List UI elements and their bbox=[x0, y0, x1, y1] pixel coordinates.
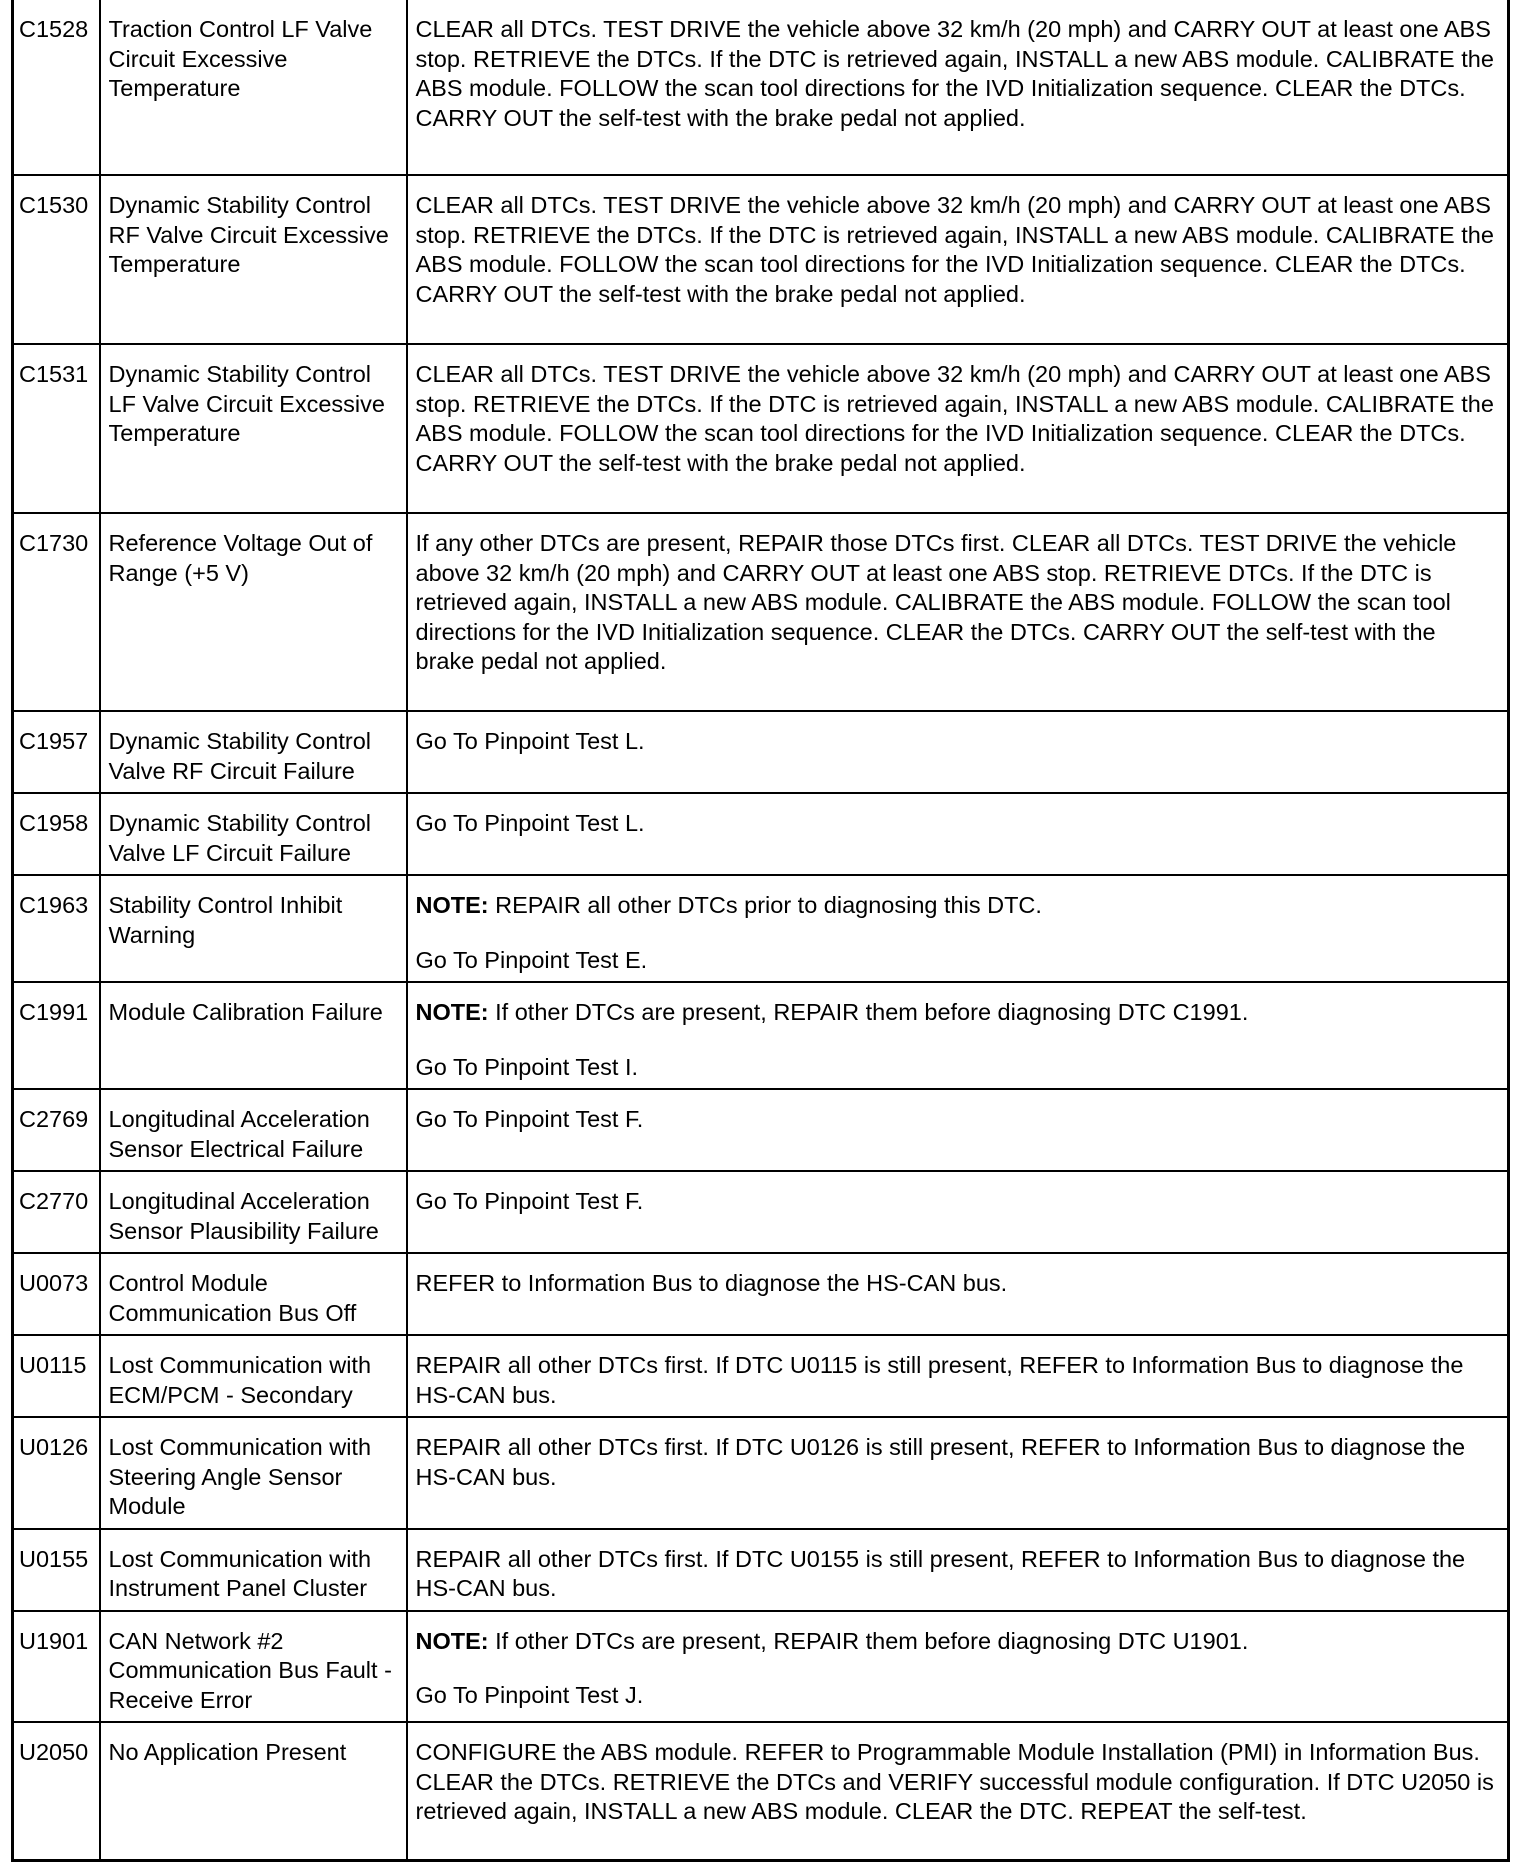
dtc-action bbox=[407, 1417, 1509, 1529]
dtc-code: U0115 bbox=[13, 1335, 100, 1417]
dtc-code: C2769 bbox=[13, 1089, 100, 1171]
action-text: REPAIR all other DTCs first. If DTC U0155 is still present, REFER to Information Bus to diagnose the HS-CAN bus. bbox=[415, 1545, 1466, 1601]
dtc-description: Lost Communication with Instrument Panel Cluster bbox=[100, 1529, 407, 1611]
dtc-description: Longitudinal Acceleration Sensor Electrical Failure bbox=[100, 1089, 407, 1171]
dtc-description: Longitudinal Acceleration Sensor Plausibility Failure bbox=[100, 1171, 407, 1253]
table-row bbox=[13, 0, 1509, 175]
dtc-code: U2050 bbox=[13, 1722, 100, 1860]
dtc-action bbox=[407, 982, 1509, 1089]
dtc-action bbox=[407, 1335, 1509, 1417]
note-body: REPAIR all other DTCs prior to diagnosing this DTC. bbox=[495, 892, 1042, 918]
action-text: CONFIGURE the ABS module. REFER to Programmable Module Installation (PMI) in Information Bus. CLEAR the DTCs. RETRIEVE the DTCs and VERIFY successful module configuration. If DTC U2050 is retrieved again, INSTALL a new ABS module. CLEAR the DTC. REPEAT the self-test. bbox=[415, 1739, 1494, 1824]
dtc-code: U0126 bbox=[13, 1417, 100, 1529]
dtc-action bbox=[407, 1529, 1509, 1611]
dtc-code: C1531 bbox=[13, 344, 100, 513]
table-row bbox=[13, 1253, 1509, 1335]
dtc-description: Module Calibration Failure bbox=[100, 982, 407, 1089]
dtc-action bbox=[407, 1171, 1509, 1253]
dtc-action bbox=[407, 1089, 1509, 1171]
dtc-code: U0073 bbox=[13, 1253, 100, 1335]
action-text: CLEAR all DTCs. TEST DRIVE the vehicle above 32 km/h (20 mph) and CARRY OUT at least one ABS stop. RETRIEVE the DTCs. If the DTC is retrieved again, INSTALL a new ABS module. CALIBRATE the ABS module. FOLLOW the scan tool directions for the IVD Initialization sequence. CLEAR the DTCs. CARRY OUT the self-test with the brake pedal not applied. bbox=[415, 16, 1494, 131]
table-row bbox=[13, 175, 1509, 344]
action-text: Go To Pinpoint Test J. bbox=[415, 1682, 644, 1708]
dtc-description: Dynamic Stability Control RF Valve Circuit Excessive Temperature bbox=[100, 175, 407, 344]
dtc-action bbox=[407, 344, 1509, 513]
dtc-action bbox=[407, 513, 1509, 711]
action-text: Go To Pinpoint Test L. bbox=[415, 810, 645, 836]
dtc-description: Stability Control Inhibit Warning bbox=[100, 875, 407, 982]
dtc-code: U1901 bbox=[13, 1611, 100, 1723]
dtc-code: C1991 bbox=[13, 982, 100, 1089]
dtc-action bbox=[407, 1253, 1509, 1335]
dtc-description: Dynamic Stability Control Valve LF Circuit Failure bbox=[100, 793, 407, 875]
dtc-action bbox=[407, 1611, 1509, 1723]
table-row bbox=[13, 1611, 1509, 1723]
note-text bbox=[416, 1627, 1498, 1657]
dtc-code: C1963 bbox=[13, 875, 100, 982]
dtc-description: Reference Voltage Out of Range (+5 V) bbox=[100, 513, 407, 711]
table-row bbox=[13, 1171, 1509, 1253]
note-body: If other DTCs are present, REPAIR them before diagnosing DTC C1991. bbox=[495, 999, 1249, 1025]
dtc-description: Control Module Communication Bus Off bbox=[100, 1253, 407, 1335]
dtc-action bbox=[407, 1722, 1509, 1860]
dtc-code: C2770 bbox=[13, 1171, 100, 1253]
action-text: Go To Pinpoint Test I. bbox=[415, 1053, 639, 1080]
action-text: Go To Pinpoint Test F. bbox=[415, 1188, 644, 1214]
table-row bbox=[13, 875, 1509, 982]
action-text: REPAIR all other DTCs first. If DTC U0126 is still present, REFER to Information Bus to diagnose the HS-CAN bus. bbox=[415, 1434, 1466, 1490]
note-label: NOTE: bbox=[415, 999, 489, 1025]
dtc-action bbox=[407, 711, 1509, 793]
table-row bbox=[13, 1722, 1509, 1860]
note-text bbox=[416, 891, 1498, 921]
dtc-action bbox=[407, 793, 1509, 875]
dtc-description: No Application Present bbox=[100, 1722, 407, 1860]
dtc-description: CAN Network #2 Communication Bus Fault - Receive Error bbox=[100, 1611, 407, 1723]
table-row bbox=[13, 982, 1509, 1089]
action-text: If any other DTCs are present, REPAIR those DTCs first. CLEAR all DTCs. TEST DRIVE the vehicle above 32 km/h (20 mph) and CARRY OUT at least one ABS stop. RETRIEVE DTCs. If the DTC is retrieved again, INSTALL a new ABS module. CALIBRATE the ABS module. FOLLOW the scan tool directions for the IVD Initialization sequence. CLEAR the DTCs. CARRY OUT the self-test with the brake pedal not applied. bbox=[415, 530, 1457, 674]
dtc-action bbox=[407, 175, 1509, 344]
table-row bbox=[13, 1529, 1509, 1611]
dtc-code: U0155 bbox=[13, 1529, 100, 1611]
table-row bbox=[13, 1335, 1509, 1417]
table-row bbox=[13, 1417, 1509, 1529]
dtc-table bbox=[11, 0, 1510, 1862]
note-body: If other DTCs are present, REPAIR them before diagnosing DTC U1901. bbox=[495, 1627, 1249, 1654]
dtc-code: C1730 bbox=[13, 513, 100, 711]
dtc-description: Traction Control LF Valve Circuit Excessive Temperature bbox=[100, 0, 407, 175]
dtc-code: C1528 bbox=[13, 0, 100, 175]
table-row bbox=[13, 1089, 1509, 1171]
action-text: Go To Pinpoint Test F. bbox=[415, 1106, 644, 1132]
table-row bbox=[13, 344, 1509, 513]
dtc-description: Dynamic Stability Control Valve RF Circuit Failure bbox=[100, 711, 407, 793]
action-text: REFER to Information Bus to diagnose the HS-CAN bus. bbox=[415, 1270, 1008, 1296]
table-row bbox=[13, 513, 1509, 711]
dtc-code: C1958 bbox=[13, 793, 100, 875]
note-label: NOTE: bbox=[415, 1627, 489, 1654]
dtc-description: Dynamic Stability Control LF Valve Circuit Excessive Temperature bbox=[100, 344, 407, 513]
action-text: Go To Pinpoint Test E. bbox=[415, 946, 648, 973]
table-row bbox=[13, 793, 1509, 875]
note-text bbox=[416, 998, 1498, 1028]
dtc-action bbox=[407, 0, 1509, 175]
dtc-code: C1530 bbox=[13, 175, 100, 344]
dtc-code: C1957 bbox=[13, 711, 100, 793]
dtc-description: Lost Communication with ECM/PCM - Secondary bbox=[100, 1335, 407, 1417]
action-text: CLEAR all DTCs. TEST DRIVE the vehicle above 32 km/h (20 mph) and CARRY OUT at least one ABS stop. RETRIEVE the DTCs. If the DTC is retrieved again, INSTALL a new ABS module. CALIBRATE the ABS module. FOLLOW the scan tool directions for the IVD Initialization sequence. CLEAR the DTCs. CARRY OUT the self-test with the brake pedal not applied. bbox=[415, 361, 1494, 476]
action-text: CLEAR all DTCs. TEST DRIVE the vehicle above 32 km/h (20 mph) and CARRY OUT at least one ABS stop. RETRIEVE the DTCs. If the DTC is retrieved again, INSTALL a new ABS module. CALIBRATE the ABS module. FOLLOW the scan tool directions for the IVD Initialization sequence. CLEAR the DTCs. CARRY OUT the self-test with the brake pedal not applied. bbox=[415, 192, 1494, 307]
table-row bbox=[13, 711, 1509, 793]
action-text: Go To Pinpoint Test L. bbox=[415, 728, 645, 754]
note-label: NOTE: bbox=[415, 892, 489, 918]
dtc-action bbox=[407, 875, 1509, 982]
action-text: REPAIR all other DTCs first. If DTC U0115 is still present, REFER to Information Bus to diagnose the HS-CAN bus. bbox=[415, 1352, 1464, 1408]
dtc-description: Lost Communication with Steering Angle Sensor Module bbox=[100, 1417, 407, 1529]
